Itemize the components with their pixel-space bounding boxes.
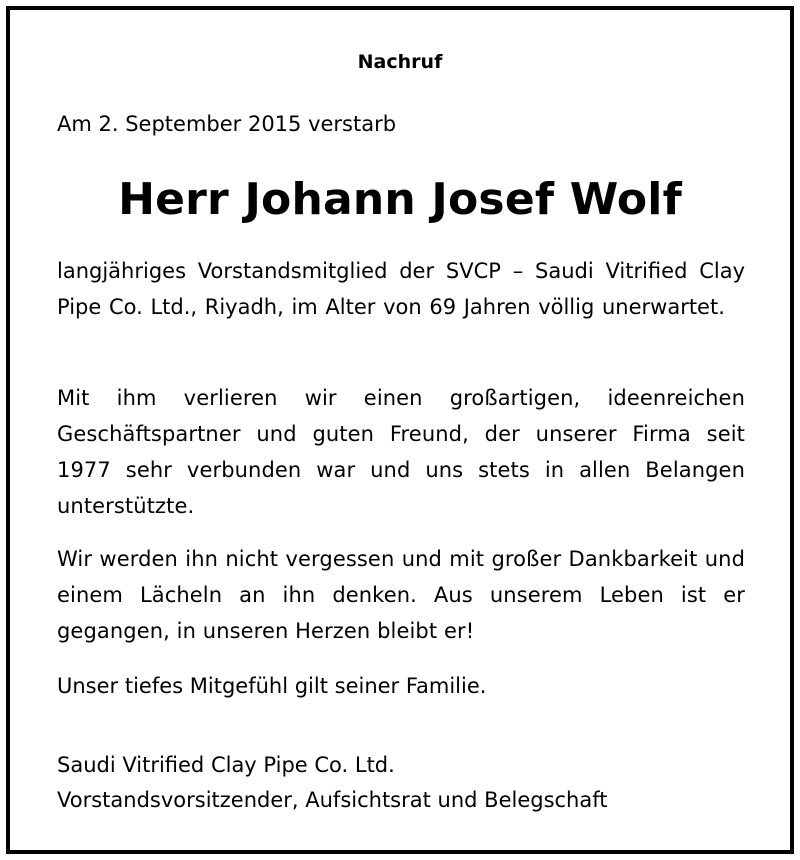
notice-heading: Nachruf: [357, 51, 443, 73]
paragraph-tribute: Mit ihm verlieren wir einen großartigen, ideenreichen Geschäftspartner und guten Freund, der unserer Firma seit 1977 sehr verbunden war und uns stets in allen Belangen unterstützte.: [57, 386, 745, 518]
signature-company: Saudi Vitrified Clay Pipe Co. Ltd.: [57, 753, 395, 777]
deceased-name: Herr Johann Josef Wolf: [118, 174, 682, 225]
death-announcement-line: Am 2. September 2015 verstarb: [57, 112, 397, 136]
paragraph-role: langjähriges Vorstandsmitglied der SVCP – Saudi Vitrified Clay Pipe Co. Ltd., Riyadh, im Alter von 69 Jahren völlig unerwartet.: [57, 259, 745, 319]
signature-block: [57, 748, 608, 818]
paragraph-condolence: Unser tiefes Mitgefühl gilt seiner Familie.: [57, 674, 487, 698]
paragraph-remembrance: Wir werden ihn nicht vergessen und mit großer Dankbarkeit und einem Lächeln an ihn denken. Aus unserem Leben ist er gegangen, in unseren Herzen bleibt er!: [57, 547, 745, 643]
signature-signatories: Vorstandsvorsitzender, Aufsichtsrat und Belegschaft: [57, 788, 608, 812]
